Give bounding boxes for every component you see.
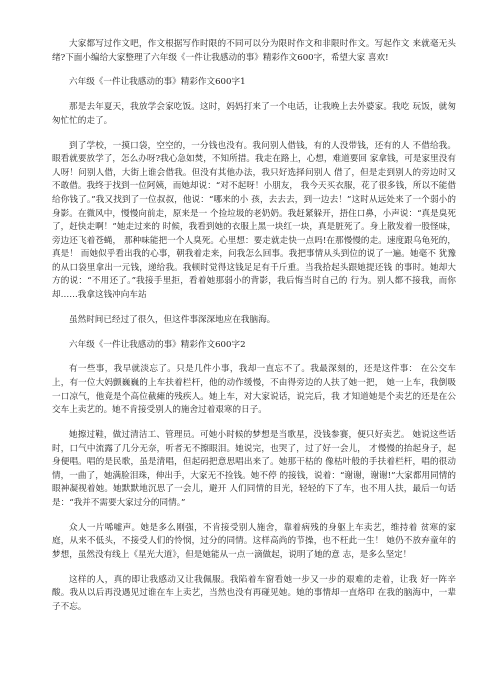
intro-paragraph: 大家都写过作文吧，作文根据写作时限的不同可以分为限时作文和非限时作文。写起作文 来就毫无头绪?下面小编给大家整理了六年级《一件让我感动的事》精彩作文600字，希望大家 喜欢! [52, 39, 456, 63]
document-body [52, 38, 456, 626]
essay-2-title: 六年级《一件让我感动的事》精彩作文600字2 [69, 339, 246, 350]
essay-1-paragraph: 到了学校，一摸口袋，空空的，一分钱也没有。我问别人借钱，有的人没带钱，还有的人 不借给我。眼看就要放学了，怎么办呀?我心急如焚，不知所措。我走在路上，心想，难道要回 家拿钱，可是家里没有人呀！问别人借，大街上谁会借我。但没有其他办法，我只好选择问别人 借了，但是走到别人的旁边时又不敢借。我终于找到一位阿姨，而她却说：“对不起呀！小朋友， 我今天买衣服，花了很多钱，所以不能借给你钱了。”我又找到了一位叔叔，他说：“哪来的小 孩，去去去，到一边去！”这时从远处来了一个弱小的身影。在微风中，慢慢向前走，原来是一 个捡垃圾的老奶奶。我赶紧躲开，捂住口鼻，小声说：“真是臭死了，赶快走啊！”她走过来的 时候，我看到她的衣服上黑一块红一块，真是脏死了。身上散发着一股怪味，旁边还飞着苍蝇， 那种味能把一个人臭死。心里想：要走就走快一点吗!在那慢慢的走。速度跟乌龟死的，真是！ 而她似乎看出我的心事，朝我着走来，问我怎么回事。我把事情从头到位的说了一遍。她毫不 犹豫的从口袋里拿出一元钱，递给我。我顿时觉得这钱足足有千斤重。当我拾起头跟她提还钱 的事时。她却大方的说：“不用还了。”我接手里拒，看着她那弱小的背影，我后悔当时自己的 行为。别人都不接我，而你却……我拿这钱冲向车站 [52, 140, 456, 301]
essay-2-paragraph: 有一些事，我早就淡忘了。只是几件小事，我却一直忘不了。我最深刻的，还是这件事： 在公交车上，有一位大妈颤巍巍的上车扶着栏杆，他的动作缓慢，不由得旁边的人扶了她一把， 她一上车，我倒吸一口凉气，他竟是个高位截瘫的残疾人。她上车，对大家说话，说完后，我 才知道她是个卖艺的还是在公交车上卖艺的。她不肯接受别人的施舍过着艰寒的日子。 [52, 364, 456, 416]
essay-1-closing: 虽然时间已经过了很久，但这件事深深地应在我脑海。 [69, 314, 276, 325]
essay-2-paragraph: 众人一片唏嘘声。她是多么刚强，不肯接受别人施舍，靠着病残的身躯上车卖艺，维持着 贫寒的家庭，从来不低头，不接受人们的怜悯，过分的同情。这样高尚的节操，也不枉此一生！ 她仍不放弃童年的梦想，虽然没有线上《星光大道》，但是她能从一点一滴做起，说明了她的意 志，是多么坚定！ [52, 522, 456, 560]
essay-1-title: 六年级《一件让我感动的事》精彩作文600字1 [69, 77, 246, 88]
essay-2-paragraph: 她擦过鞋，做过清洁工、管理员。可她小时候的梦想是当歌星，没钱参赛，便只好卖艺。 她说这些话时，口气中流露了几分无奈，听者无不擦眼泪。她说完，也哭了，过了好一会儿， 才慢慢的抬起身子，起身便唱。唱的是民歌，虽是清唱，但起码把意思唱出来了。她那干枯的 像枯叶般的手扶着栏杆，唱的很动情，一曲了，她满脸泪珠，伸出手，大家无不捡钱。她不停 的接钱，说着：“谢谢，谢谢!”大家都用同情的眼神凝视着她。她默默地沉思了一会儿，避开 人们同情的目光，轻轻的下了车，也不用人扶，最后一句话是：“我并不需要大家过分的同情。” [52, 429, 456, 508]
essay-2-paragraph: 这样的人，真的即让我感动又让我佩服。我陷着车窗看她一步又一步的艰难的走着，让我 好一阵辛酸。我从以后再没遇见过谁在车上卖艺，当然也没有再碰见她。她的事情却一直烙印 在我的脑海中，一辈子不忘。 [52, 574, 456, 612]
essay-1-paragraph: 那是去年夏天，我放学会家吃饭。这时，妈妈打来了一个电话，让我晚上去外婆家。我吃 玩饭，就匆匆忙忙的走了。 [52, 102, 456, 126]
